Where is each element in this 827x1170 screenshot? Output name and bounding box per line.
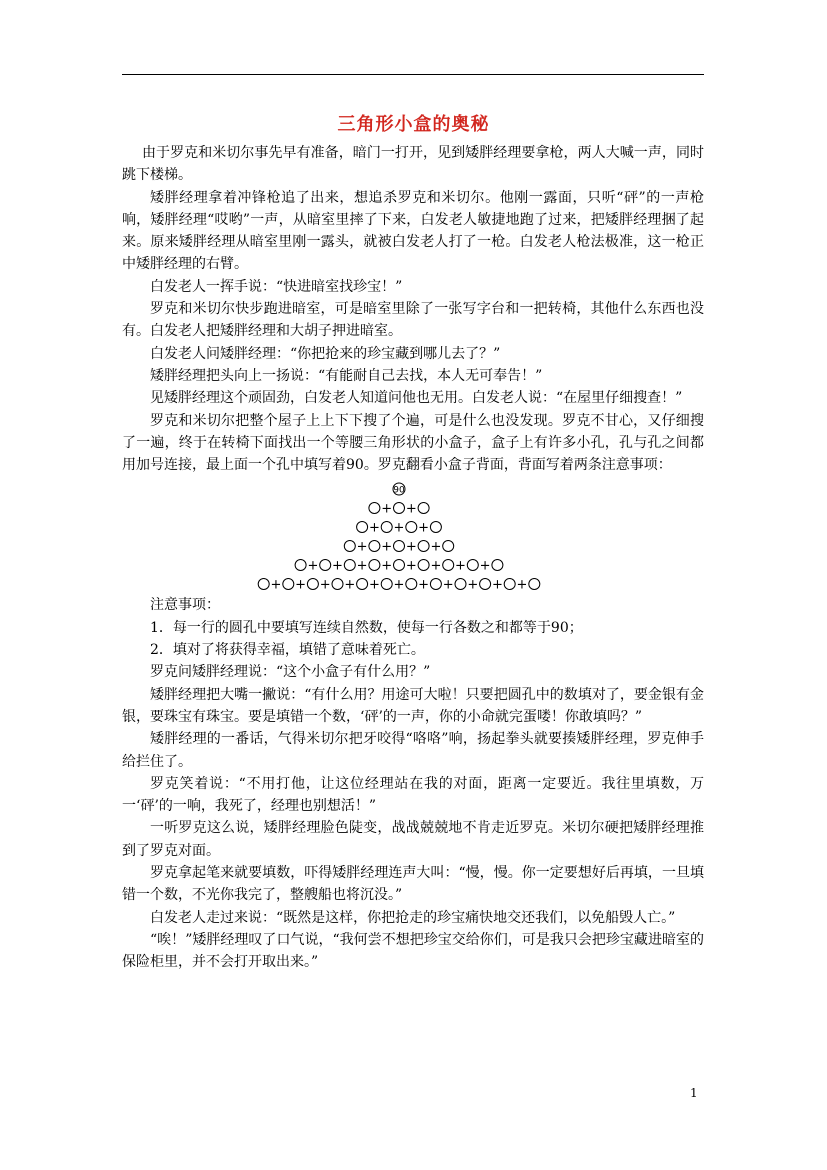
hole-row — [357, 521, 442, 536]
plus-sign: + — [344, 577, 356, 593]
plus-sign: + — [319, 577, 331, 593]
hole — [394, 503, 405, 514]
notes-section — [122, 594, 704, 661]
plus-sign: + — [418, 520, 430, 536]
hole — [344, 541, 355, 552]
hole — [258, 579, 269, 590]
plus-sign: + — [356, 539, 368, 555]
hole — [443, 541, 454, 552]
paragraph: 白发老人走过来说：“既然是这样，你把抢走的珍宝痛快地交还我们，以免船毁人亡。” — [150, 909, 676, 926]
plus-sign: + — [381, 558, 393, 574]
plus-sign: + — [430, 539, 442, 555]
hole — [344, 560, 355, 571]
hole — [381, 522, 392, 533]
hole — [394, 541, 405, 552]
paragraphs-after — [122, 661, 704, 973]
paragraph: 罗克和米切尔把整个屋子上上下下搜了个遍，可是什么也没发现。罗克不甘心，又仔细搜了一遍，终于在转椅下面找出一个等腰三角形状的小盒子，盒子上有许多小孔，孔与孔之间都用加号连接，最上面一个孔中填写着90。罗克翻看小盒子背面，背面写着两条注意事项： — [122, 412, 704, 474]
paragraph: 矮胖经理拿着冲锋枪追了出来，想追杀罗克和米切尔。他刚一露面，只听“砰”的一声枪响，矮胖经理“哎哟”一声，从暗室里摔了下来，白发老人敏捷地跑了过来，把矮胖经理捆了起来。原来矮胖经理从暗室里刚一露头，就被白发老人打了一枪。白发老人枪法极准，这一枪正中矮胖经理的右臂。 — [122, 189, 704, 273]
plus-sign: + — [516, 577, 528, 593]
plus-sign: + — [295, 577, 307, 593]
plus-sign: + — [491, 577, 503, 593]
plus-sign: + — [393, 520, 405, 536]
hole — [357, 579, 368, 590]
paragraph: 矮胖经理把大嘴一撇说：“有什么用？用途可大啦！只要把圆孔中的数填对了，要金银有金银，要珠宝有珠宝。要是填错一个数，‘砰’的一声，你的小命就完蛋喽！你敢填吗？” — [122, 686, 704, 725]
hole — [357, 522, 368, 533]
paragraph: 罗克拿起笔来就要填数，吓得矮胖经理连声大叫：“慢，慢。你一定要想好后再填，一旦填错一个数，不光你我完了，整艘船也将沉没。” — [122, 865, 704, 904]
paragraph: 一听罗克这么说，矮胖经理脸色陡变，战战兢兢地不肯走近罗克。米切尔硬把矮胖经理推到了罗克对面。 — [122, 820, 704, 859]
hole — [320, 560, 331, 571]
note-line: 注意事项： — [150, 597, 220, 614]
page-number: 1 — [690, 1086, 698, 1100]
plus-sign: + — [405, 501, 417, 517]
paragraph: 见矮胖经理这个顽固劲，白发老人知道问他也无用。白发老人说：“在屋里仔细搜查！” — [150, 390, 683, 407]
hole — [418, 560, 429, 571]
hole — [529, 579, 540, 590]
header-rule — [122, 74, 704, 75]
plus-sign: + — [467, 577, 479, 593]
hole — [430, 522, 441, 533]
paragraph: 白发老人一挥手说：“快进暗室找珍宝！” — [150, 278, 403, 295]
document-title: 三角形小盒的奥秘 — [337, 114, 490, 135]
plus-sign: + — [455, 558, 466, 574]
hole-row — [344, 540, 453, 555]
hole — [418, 503, 429, 514]
plus-sign: + — [405, 539, 417, 555]
paragraph: 矮胖经理把头向上一扬说：“有能耐自己去找，本人无可奉告！” — [150, 367, 543, 384]
hole — [504, 579, 515, 590]
plus-sign: + — [356, 558, 368, 574]
plus-sign: + — [270, 577, 282, 593]
plus-sign: + — [393, 577, 405, 593]
paragraph: 白发老人问矮胖经理：“你把抢来的珍宝藏到哪儿去了？” — [150, 345, 501, 362]
hole — [369, 541, 380, 552]
paragraph: 罗克问矮胖经理说：“这个小盒子有什么用？” — [150, 664, 431, 681]
hole-row — [369, 502, 429, 517]
hole — [369, 560, 380, 571]
paragraph: “唉！”矮胖经理叹了口气说，“我何尝不想把珍宝交给你们，可是我只会把珍宝藏进暗室的保险柜里，并不会打开取出来。” — [122, 931, 704, 971]
hole — [492, 560, 503, 571]
note-line: 2．填对了将获得幸福，填错了意味着死亡。 — [150, 642, 425, 659]
top-hole — [393, 483, 405, 496]
plus-sign: + — [418, 577, 430, 593]
hole — [455, 579, 466, 590]
top-value: 90 — [393, 485, 405, 496]
paragraphs-before — [122, 142, 704, 476]
hole-row — [258, 578, 540, 593]
hole — [307, 579, 318, 590]
plus-sign: + — [479, 558, 491, 574]
plus-sign: + — [381, 539, 393, 555]
triangle-diagram — [122, 478, 704, 592]
plus-sign: + — [307, 558, 319, 574]
hole — [467, 560, 478, 571]
plus-sign: + — [430, 558, 442, 574]
plus-sign: + — [405, 558, 417, 574]
hole — [418, 541, 429, 552]
hole — [381, 579, 392, 590]
document-body — [122, 142, 704, 974]
hole — [394, 560, 405, 571]
hole — [480, 579, 491, 590]
plus-sign: + — [442, 577, 454, 593]
paragraph: 罗克笑着说：“不用打他，让这位经理站在我的对面，距离一定要近。我往里填数，万一‘砰’的一响，我死了，经理也别想活！” — [122, 775, 704, 815]
hole — [332, 579, 343, 590]
plus-sign: + — [332, 558, 343, 574]
plus-sign: + — [368, 577, 380, 593]
plus-sign: + — [368, 520, 380, 536]
hole — [443, 560, 454, 571]
hole — [406, 522, 417, 533]
hole — [295, 560, 306, 571]
hole — [430, 579, 441, 590]
hole-row — [295, 559, 503, 574]
paragraph: 矮胖经理的一番话，气得米切尔把牙咬得“咯咯”响，扬起拳头就要揍矮胖经理，罗克伸手给拦住了。 — [122, 731, 704, 770]
hole — [406, 579, 417, 590]
paragraph: 罗克和米切尔快步跑进暗室，可是暗室里除了一张写字台和一把转椅，其他什么东西也没有。白发老人把矮胖经理和大胡子押进暗室。 — [122, 301, 704, 340]
plus-sign: + — [381, 501, 393, 517]
note-line: 1．每一行的圆孔中要填写连续自然数，使每一行各数之和都等于90； — [150, 619, 583, 636]
hole — [283, 579, 294, 590]
paragraph: 由于罗克和米切尔事先早有准备，暗门一打开，见到矮胖经理要拿枪，两人大喊一声，同时跳下楼梯。 — [122, 145, 704, 184]
triangle-box-figure — [122, 478, 704, 592]
hole — [369, 503, 380, 514]
